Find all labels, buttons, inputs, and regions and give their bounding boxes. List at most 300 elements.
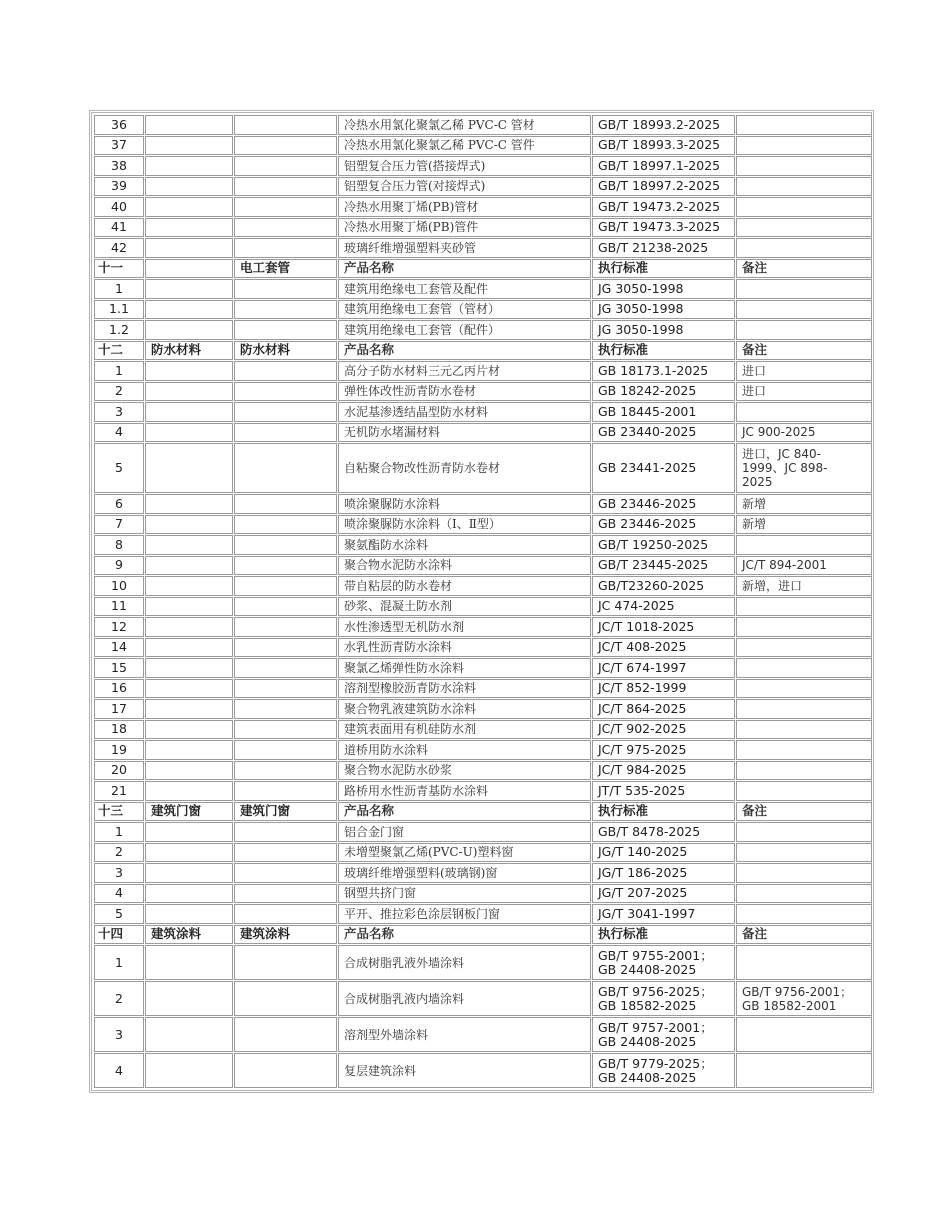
subcategory-cell <box>234 177 337 197</box>
product-name-cell: 弹性体改性沥青防水卷材 <box>338 382 591 402</box>
subcategory-cell: 建筑门窗 <box>234 802 337 822</box>
standard-cell: GB/T 18997.2-2025 <box>592 177 735 197</box>
item-number-cell: 39 <box>94 177 144 197</box>
product-name-cell: 复层建筑涂料 <box>338 1053 591 1088</box>
category-cell <box>145 515 233 535</box>
standard-cell: GB 23440-2025 <box>592 423 735 443</box>
standard-cell: JC/T 408-2025 <box>592 638 735 658</box>
subcategory-cell <box>234 904 337 924</box>
remark-cell <box>736 279 872 299</box>
category-cell <box>145 822 233 842</box>
category-cell <box>145 617 233 637</box>
remark-cell <box>736 320 872 340</box>
item-number-cell: 2 <box>94 981 144 1016</box>
table-row <box>94 638 872 658</box>
standard-cell: GB/T 23445-2025 <box>592 556 735 576</box>
remark-cell: 进口，JC 840- 1999、JC 898- 2025 <box>736 443 872 493</box>
table-row <box>94 556 872 576</box>
product-name-cell: 钢塑共挤门窗 <box>338 884 591 904</box>
standard-cell: GB/T 19473.2-2025 <box>592 197 735 217</box>
standard-header-cell: 执行标准 <box>592 341 735 361</box>
item-number-cell: 14 <box>94 638 144 658</box>
standard-cell: GB 18173.1-2025 <box>592 361 735 381</box>
standard-cell: JG/T 140-2025 <box>592 843 735 863</box>
remark-cell <box>736 904 872 924</box>
category-cell: 建筑涂料 <box>145 925 233 945</box>
category-cell <box>145 535 233 555</box>
item-number-cell: 11 <box>94 597 144 617</box>
table-row <box>94 238 872 258</box>
standard-cell: GB/T 19250-2025 <box>592 535 735 555</box>
category-cell <box>145 494 233 514</box>
remark-cell: 进口 <box>736 382 872 402</box>
item-number-cell: 1 <box>94 822 144 842</box>
table-row <box>94 361 872 381</box>
item-number-cell: 3 <box>94 402 144 422</box>
standards-table-frame <box>89 110 874 1093</box>
table-row <box>94 720 872 740</box>
item-number-cell: 18 <box>94 720 144 740</box>
remark-cell: JC/T 894-2001 <box>736 556 872 576</box>
product-name-cell: 建筑用绝缘电工套管（配件） <box>338 320 591 340</box>
subcategory-cell <box>234 761 337 781</box>
standard-cell: JG 3050-1998 <box>592 279 735 299</box>
item-number-cell: 3 <box>94 863 144 883</box>
standard-cell: GB/T 19473.3-2025 <box>592 218 735 238</box>
subcategory-cell: 防水材料 <box>234 341 337 361</box>
section-number-cell: 十二 <box>94 341 144 361</box>
remark-cell <box>736 177 872 197</box>
table-row <box>94 382 872 402</box>
standard-cell: GB/T 8478-2025 <box>592 822 735 842</box>
table-row <box>94 658 872 678</box>
standard-cell: GB/T23260-2025 <box>592 576 735 596</box>
remark-header-cell: 备注 <box>736 802 872 822</box>
subcategory-cell: 建筑涂料 <box>234 925 337 945</box>
product-name-cell: 喷涂聚脲防水涂料（Ⅰ、Ⅱ型） <box>338 515 591 535</box>
item-number-cell: 38 <box>94 156 144 176</box>
standard-header-cell: 执行标准 <box>592 259 735 279</box>
item-number-cell: 19 <box>94 740 144 760</box>
subcategory-cell <box>234 679 337 699</box>
remark-header-cell: 备注 <box>736 341 872 361</box>
standard-cell: GB/T 21238-2025 <box>592 238 735 258</box>
category-cell <box>145 945 233 980</box>
standard-cell: JC/T 852-1999 <box>592 679 735 699</box>
item-number-cell: 1 <box>94 279 144 299</box>
table-row <box>94 781 872 801</box>
table-row <box>94 402 872 422</box>
product-name-cell: 聚氨酯防水涂料 <box>338 535 591 555</box>
product-name-cell: 喷涂聚脲防水涂料 <box>338 494 591 514</box>
standard-cell: JC/T 1018-2025 <box>592 617 735 637</box>
table-row <box>94 156 872 176</box>
table-row <box>94 884 872 904</box>
remark-cell <box>736 884 872 904</box>
standard-cell: JC/T 984-2025 <box>592 761 735 781</box>
product-name-cell: 聚合物水泥防水砂浆 <box>338 761 591 781</box>
remark-cell <box>736 197 872 217</box>
category-cell <box>145 638 233 658</box>
section-number-cell: 十四 <box>94 925 144 945</box>
item-number-cell: 4 <box>94 884 144 904</box>
category-cell: 防水材料 <box>145 341 233 361</box>
category-cell <box>145 443 233 493</box>
subcategory-cell <box>234 238 337 258</box>
subcategory-cell <box>234 515 337 535</box>
standard-cell: JC/T 975-2025 <box>592 740 735 760</box>
category-cell <box>145 1017 233 1052</box>
category-cell <box>145 843 233 863</box>
table-row <box>94 515 872 535</box>
subcategory-cell <box>234 638 337 658</box>
subcategory-cell <box>234 781 337 801</box>
standard-cell: JG 3050-1998 <box>592 320 735 340</box>
category-cell <box>145 156 233 176</box>
subcategory-cell <box>234 382 337 402</box>
product-name-header-cell: 产品名称 <box>338 925 591 945</box>
category-cell <box>145 556 233 576</box>
product-name-cell: 水性渗透型无机防水剂 <box>338 617 591 637</box>
product-name-cell: 建筑表面用有机硅防水剂 <box>338 720 591 740</box>
category-cell <box>145 300 233 320</box>
product-name-cell: 冷热水用聚丁烯(PB)管材 <box>338 197 591 217</box>
subcategory-cell <box>234 822 337 842</box>
standard-cell: GB 18242-2025 <box>592 382 735 402</box>
section-header-row <box>94 259 872 279</box>
category-cell <box>145 884 233 904</box>
product-name-cell: 铝塑复合压力管(搭接焊式) <box>338 156 591 176</box>
item-number-cell: 16 <box>94 679 144 699</box>
category-cell <box>145 904 233 924</box>
subcategory-cell <box>234 981 337 1016</box>
remark-cell <box>736 156 872 176</box>
remark-cell <box>736 945 872 980</box>
product-name-cell: 聚合物乳液建筑防水涂料 <box>338 699 591 719</box>
item-number-cell: 40 <box>94 197 144 217</box>
category-cell <box>145 720 233 740</box>
subcategory-cell <box>234 863 337 883</box>
category-cell <box>145 279 233 299</box>
remark-cell <box>736 597 872 617</box>
product-name-cell: 玻璃纤维增强塑料(玻璃钢)窗 <box>338 863 591 883</box>
remark-header-cell: 备注 <box>736 925 872 945</box>
table-row <box>94 617 872 637</box>
item-number-cell: 4 <box>94 423 144 443</box>
subcategory-cell <box>234 884 337 904</box>
category-cell <box>145 576 233 596</box>
category-cell <box>145 259 233 279</box>
remark-cell <box>736 699 872 719</box>
category-cell <box>145 115 233 135</box>
remark-cell <box>736 761 872 781</box>
table-row <box>94 822 872 842</box>
remark-cell <box>736 535 872 555</box>
subcategory-cell <box>234 1017 337 1052</box>
item-number-cell: 1 <box>94 361 144 381</box>
remark-cell <box>736 740 872 760</box>
standard-cell: GB/T 9755-2001； GB 24408-2025 <box>592 945 735 980</box>
remark-cell <box>736 843 872 863</box>
table-row <box>94 863 872 883</box>
item-number-cell: 41 <box>94 218 144 238</box>
subcategory-cell <box>234 699 337 719</box>
item-number-cell: 5 <box>94 904 144 924</box>
product-name-cell: 水乳性沥青防水涂料 <box>338 638 591 658</box>
standards-table-body <box>94 115 872 1088</box>
table-row <box>94 300 872 320</box>
item-number-cell: 6 <box>94 494 144 514</box>
category-cell <box>145 863 233 883</box>
item-number-cell: 3 <box>94 1017 144 1052</box>
subcategory-cell <box>234 576 337 596</box>
table-row <box>94 535 872 555</box>
table-row <box>94 443 872 493</box>
category-cell <box>145 136 233 156</box>
table-row <box>94 904 872 924</box>
remark-cell <box>736 402 872 422</box>
item-number-cell: 1.1 <box>94 300 144 320</box>
product-name-header-cell: 产品名称 <box>338 259 591 279</box>
subcategory-cell <box>234 597 337 617</box>
remark-cell <box>736 238 872 258</box>
remark-cell <box>736 720 872 740</box>
item-number-cell: 1 <box>94 945 144 980</box>
remark-cell <box>736 679 872 699</box>
item-number-cell: 2 <box>94 382 144 402</box>
standard-cell: JG/T 3041-1997 <box>592 904 735 924</box>
product-name-cell: 溶剂型外墙涂料 <box>338 1017 591 1052</box>
table-row <box>94 177 872 197</box>
item-number-cell: 37 <box>94 136 144 156</box>
product-name-header-cell: 产品名称 <box>338 802 591 822</box>
category-cell <box>145 740 233 760</box>
category-cell <box>145 981 233 1016</box>
subcategory-cell <box>234 197 337 217</box>
subcategory-cell <box>234 556 337 576</box>
item-number-cell: 42 <box>94 238 144 258</box>
table-row <box>94 679 872 699</box>
table-row <box>94 576 872 596</box>
category-cell <box>145 320 233 340</box>
table-row <box>94 1053 872 1088</box>
table-row <box>94 699 872 719</box>
product-name-cell: 铝合金门窗 <box>338 822 591 842</box>
standard-header-cell: 执行标准 <box>592 802 735 822</box>
standard-cell: GB 23446-2025 <box>592 494 735 514</box>
item-number-cell: 12 <box>94 617 144 637</box>
remark-cell: JC 900-2025 <box>736 423 872 443</box>
remark-cell <box>736 115 872 135</box>
remark-cell <box>736 300 872 320</box>
subcategory-cell <box>234 218 337 238</box>
item-number-cell: 15 <box>94 658 144 678</box>
category-cell <box>145 238 233 258</box>
product-name-cell: 合成树脂乳液内墙涂料 <box>338 981 591 1016</box>
product-name-cell: 带自粘层的防水卷材 <box>338 576 591 596</box>
product-name-cell: 道桥用防水涂料 <box>338 740 591 760</box>
table-row <box>94 136 872 156</box>
subcategory-cell <box>234 945 337 980</box>
product-name-cell: 冷热水用氯化聚氯乙稀 PVC-C 管材 <box>338 115 591 135</box>
product-name-cell: 玻璃纤维增强塑料夹砂管 <box>338 238 591 258</box>
standard-cell: JT/T 535-2025 <box>592 781 735 801</box>
product-name-header-cell: 产品名称 <box>338 341 591 361</box>
product-name-cell: 路桥用水性沥青基防水涂料 <box>338 781 591 801</box>
category-cell <box>145 218 233 238</box>
item-number-cell: 10 <box>94 576 144 596</box>
table-row <box>94 761 872 781</box>
table-row <box>94 945 872 980</box>
standard-cell: JC 474-2025 <box>592 597 735 617</box>
section-header-row <box>94 341 872 361</box>
standard-cell: GB 23441-2025 <box>592 443 735 493</box>
table-row <box>94 218 872 238</box>
category-cell <box>145 197 233 217</box>
section-header-row <box>94 802 872 822</box>
item-number-cell: 8 <box>94 535 144 555</box>
category-cell <box>145 402 233 422</box>
remark-cell <box>736 617 872 637</box>
subcategory-cell: 电工套管 <box>234 259 337 279</box>
product-name-cell: 铝塑复合压力管(对接焊式) <box>338 177 591 197</box>
table-row <box>94 597 872 617</box>
product-name-cell: 平开、推拉彩色涂层钢板门窗 <box>338 904 591 924</box>
standard-cell: GB/T 18993.2-2025 <box>592 115 735 135</box>
category-cell <box>145 699 233 719</box>
category-cell <box>145 361 233 381</box>
standards-table <box>93 114 873 1089</box>
table-row <box>94 740 872 760</box>
item-number-cell: 36 <box>94 115 144 135</box>
subcategory-cell <box>234 423 337 443</box>
subcategory-cell <box>234 320 337 340</box>
subcategory-cell <box>234 361 337 381</box>
product-name-cell: 冷热水用氯化聚氯乙稀 PVC-C 管件 <box>338 136 591 156</box>
subcategory-cell <box>234 535 337 555</box>
subcategory-cell <box>234 402 337 422</box>
category-cell <box>145 781 233 801</box>
subcategory-cell <box>234 494 337 514</box>
category-cell <box>145 679 233 699</box>
remark-cell <box>736 822 872 842</box>
standard-cell: JC/T 674-1997 <box>592 658 735 678</box>
subcategory-cell <box>234 740 337 760</box>
product-name-cell: 无机防水堵漏材料 <box>338 423 591 443</box>
product-name-cell: 自粘聚合物改性沥青防水卷材 <box>338 443 591 493</box>
table-row <box>94 1017 872 1052</box>
standard-cell: GB 23446-2025 <box>592 515 735 535</box>
product-name-cell: 水泥基渗透结晶型防水材料 <box>338 402 591 422</box>
subcategory-cell <box>234 720 337 740</box>
item-number-cell: 7 <box>94 515 144 535</box>
product-name-cell: 建筑用绝缘电工套管（管材） <box>338 300 591 320</box>
subcategory-cell <box>234 658 337 678</box>
remark-cell <box>736 781 872 801</box>
category-cell <box>145 1053 233 1088</box>
remark-cell <box>736 1017 872 1052</box>
item-number-cell: 2 <box>94 843 144 863</box>
standard-cell: JC/T 902-2025 <box>592 720 735 740</box>
standard-cell: GB/T 18993.3-2025 <box>592 136 735 156</box>
product-name-cell: 高分子防水材料三元乙丙片材 <box>338 361 591 381</box>
table-row <box>94 279 872 299</box>
item-number-cell: 1.2 <box>94 320 144 340</box>
standard-cell: JG/T 207-2025 <box>592 884 735 904</box>
table-row <box>94 115 872 135</box>
table-row <box>94 423 872 443</box>
standard-cell: JC/T 864-2025 <box>592 699 735 719</box>
category-cell <box>145 382 233 402</box>
item-number-cell: 20 <box>94 761 144 781</box>
standard-cell: GB/T 18997.1-2025 <box>592 156 735 176</box>
remark-cell: 新增 <box>736 515 872 535</box>
product-name-cell: 未增塑聚氯乙烯(PVC-U)塑料窗 <box>338 843 591 863</box>
product-name-cell: 冷热水用聚丁烯(PB)管件 <box>338 218 591 238</box>
product-name-cell: 聚合物水泥防水涂料 <box>338 556 591 576</box>
category-cell <box>145 658 233 678</box>
table-row <box>94 494 872 514</box>
remark-cell: GB/T 9756-2001； GB 18582-2001 <box>736 981 872 1016</box>
remark-cell <box>736 638 872 658</box>
category-cell <box>145 597 233 617</box>
item-number-cell: 17 <box>94 699 144 719</box>
subcategory-cell <box>234 617 337 637</box>
section-header-row <box>94 925 872 945</box>
product-name-cell: 聚氯乙烯弹性防水涂料 <box>338 658 591 678</box>
section-number-cell: 十一 <box>94 259 144 279</box>
standard-cell: GB 18445-2001 <box>592 402 735 422</box>
remark-cell: 新增，进口 <box>736 576 872 596</box>
remark-cell: 进口 <box>736 361 872 381</box>
standard-cell: JG/T 186-2025 <box>592 863 735 883</box>
item-number-cell: 9 <box>94 556 144 576</box>
section-number-cell: 十三 <box>94 802 144 822</box>
remark-cell <box>736 218 872 238</box>
category-cell <box>145 761 233 781</box>
table-row <box>94 843 872 863</box>
table-row <box>94 320 872 340</box>
standard-cell: GB/T 9756-2025； GB 18582-2025 <box>592 981 735 1016</box>
product-name-cell: 溶剂型橡胶沥青防水涂料 <box>338 679 591 699</box>
remark-cell <box>736 136 872 156</box>
subcategory-cell <box>234 1053 337 1088</box>
category-cell: 建筑门窗 <box>145 802 233 822</box>
category-cell <box>145 177 233 197</box>
subcategory-cell <box>234 156 337 176</box>
standard-cell: GB/T 9757-2001； GB 24408-2025 <box>592 1017 735 1052</box>
remark-cell <box>736 1053 872 1088</box>
remark-header-cell: 备注 <box>736 259 872 279</box>
table-row <box>94 197 872 217</box>
subcategory-cell <box>234 843 337 863</box>
product-name-cell: 建筑用绝缘电工套管及配件 <box>338 279 591 299</box>
standard-cell: GB/T 9779-2025； GB 24408-2025 <box>592 1053 735 1088</box>
subcategory-cell <box>234 443 337 493</box>
table-row <box>94 981 872 1016</box>
item-number-cell: 21 <box>94 781 144 801</box>
subcategory-cell <box>234 300 337 320</box>
standard-cell: JG 3050-1998 <box>592 300 735 320</box>
remark-cell <box>736 863 872 883</box>
product-name-cell: 砂浆、混凝土防水剂 <box>338 597 591 617</box>
subcategory-cell <box>234 115 337 135</box>
item-number-cell: 5 <box>94 443 144 493</box>
subcategory-cell <box>234 136 337 156</box>
subcategory-cell <box>234 279 337 299</box>
remark-cell <box>736 658 872 678</box>
category-cell <box>145 423 233 443</box>
